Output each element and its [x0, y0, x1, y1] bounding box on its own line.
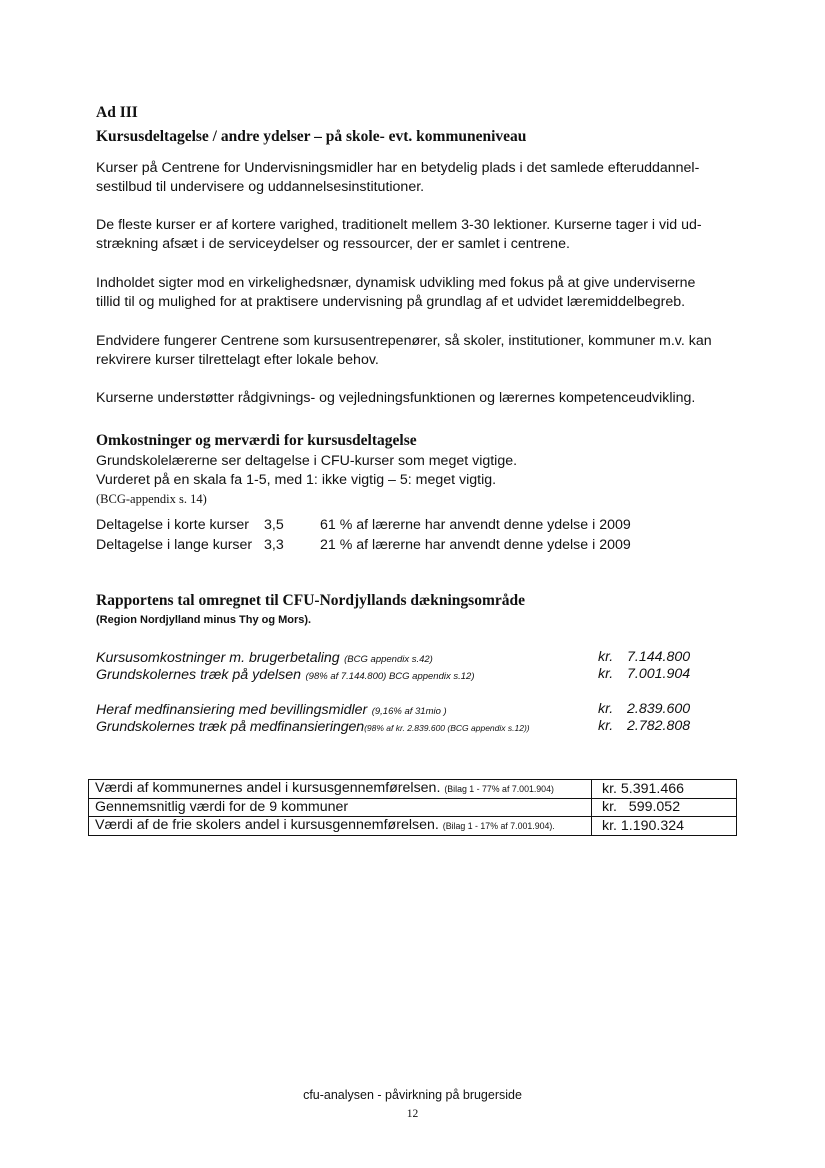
paragraph-4 [96, 332, 712, 370]
rating-row-label: Deltagelse i lange kurser [96, 537, 253, 553]
paragraph-line: tillid til og mulighed for at praktisere undervisning på grundlag af et udvidet læremiddelbegreb. [96, 294, 686, 310]
summary-table [88, 779, 737, 836]
currency-label: kr. [598, 701, 614, 717]
footer-title: cfu-analysen - påvirkning på brugerside [303, 1088, 522, 1102]
rating-row-note: 61 % af lærerne har anvendt denne ydelse i 2009 [320, 517, 631, 533]
paragraph-line: strækning afsæt i de serviceydelser og ressourcer, der er samlet i centrene. [96, 236, 570, 252]
section-title: Kursusdeltagelse / andre ydelser – på skole- evt. kommuneniveau [96, 128, 527, 145]
rating-row-label: Deltagelse i korte kurser [96, 517, 249, 533]
omkostninger-line-1: Grundskolelærerne ser deltagelse i CFU-kurser som meget vigtige. [96, 453, 518, 469]
paragraph-1 [96, 159, 699, 197]
rapport-subtitle: (Region Nordjylland minus Thy og Mors). [96, 614, 312, 626]
paragraph-line: Kurserne understøtter rådgivnings- og vejledningsfunktionen og lærernes kompetenceudvikling. [96, 390, 696, 406]
omkostninger-title: Omkostninger og merværdi for kursusdeltagelse [96, 432, 417, 449]
amount: 2.839.600 [627, 701, 691, 717]
paragraph-line: Endvidere fungerer Centrene som kursusentrepenører, så skoler, institutioner, kommuner m.v. kan [96, 333, 712, 349]
rapport-title: Rapportens tal omregnet til CFU-Nordjyllands dækningsområde [96, 592, 525, 609]
paragraph-2 [96, 216, 702, 254]
paragraph-5 [96, 389, 695, 408]
currency-label: kr. [598, 649, 614, 665]
paragraph-line: Indholdet sigter mod en virkelighedsnær, dynamisk udvikling med fokus på at give underviserne [96, 275, 696, 291]
table-cell: Værdi af kommunernes andel i kursusgennemførelsen. (Bilag 1 - 77% af 7.001.904) [89, 780, 592, 799]
page-number: 12 [406, 1108, 419, 1120]
rapport-line: Heraf medfinansiering med bevillingsmidler (9,16% af 31mio ) [96, 702, 447, 718]
rating-row-score: 3,3 [264, 537, 284, 553]
amount: 2.782.808 [627, 718, 691, 734]
rapport-line: Grundskolernes træk på medfinansieringen(98% af kr. 2.839.600 (BCG appendix s.12)) [96, 719, 530, 735]
paragraph-3 [96, 274, 695, 312]
omkostninger-reference: (BCG-appendix s. 14) [96, 492, 207, 506]
rapport-line: Kursusomkostninger m. brugerbetaling (BCG appendix s.42) [96, 650, 433, 666]
table-row [89, 780, 737, 799]
rapport-line: Grundskolernes træk på ydelsen (98% af 7.144.800) BCG appendix s.12) [96, 667, 475, 683]
amount: 7.144.800 [627, 649, 691, 665]
table-row [89, 799, 737, 817]
table-cell: Gennemsnitlig værdi for de 9 kommuner [89, 799, 592, 817]
table-cell-amount: kr. 599.052 [592, 799, 737, 817]
table-cell-amount: kr. 5.391.466 [592, 780, 737, 799]
section-label: Ad III [96, 104, 138, 121]
paragraph-line: rekvirere kurser tilrettelagt efter lokale behov. [96, 352, 379, 368]
paragraph-line: De fleste kurser er af kortere varighed, traditionelt mellem 3-30 lektioner. Kurserne tager i vid ud- [96, 217, 702, 233]
currency-label: kr. [598, 718, 614, 734]
currency-label: kr. [598, 666, 614, 682]
omkostninger-line-2: Vurderet på en skala fa 1-5, med 1: ikke vigtig – 5: meget vigtig. [96, 472, 497, 488]
table-cell: Værdi af de frie skolers andel i kursusgennemførelsen. (Bilag 1 - 17% af 7.001.904). [89, 817, 592, 836]
paragraph-line: Kurser på Centrene for Undervisningsmidler har en betydelig plads i det samlede efteruddannel- [96, 160, 700, 176]
rating-row-note: 21 % af lærerne har anvendt denne ydelse i 2009 [320, 537, 631, 553]
rating-row-score: 3,5 [264, 517, 284, 533]
table-cell-amount: kr. 1.190.324 [592, 817, 737, 836]
table-row [89, 817, 737, 836]
paragraph-line: sestilbud til undervisere og uddannelsesinstitutioner. [96, 179, 425, 195]
amount: 7.001.904 [627, 666, 691, 682]
